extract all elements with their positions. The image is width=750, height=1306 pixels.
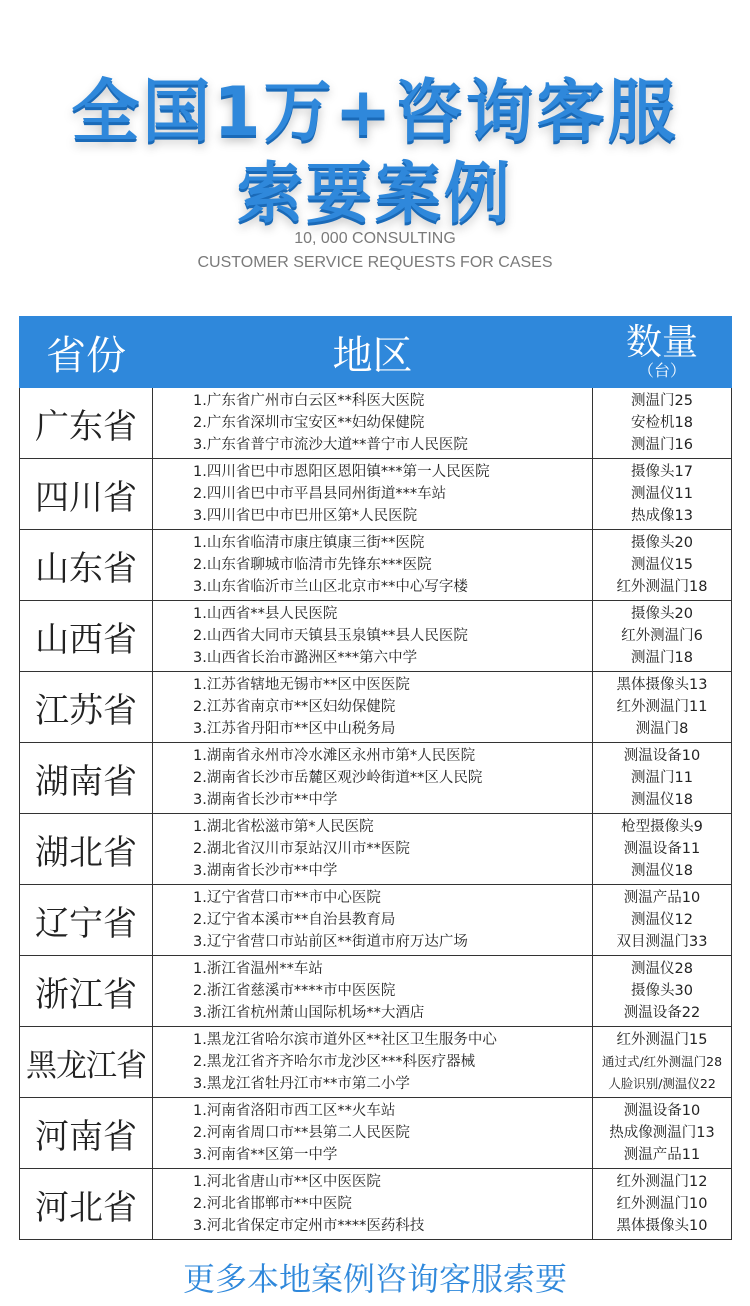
region-cell	[153, 601, 593, 672]
case-entry: 1.山西省**县人民医院	[193, 606, 338, 622]
quantity-cell	[593, 1169, 732, 1240]
cases-table	[19, 316, 732, 1240]
province-cell: 辽宁省	[20, 885, 153, 956]
case-entry: 3.黑龙江省牡丹江市**市第二小学	[193, 1076, 410, 1092]
quantity-entry: 人脸识别/测温仪22	[608, 1076, 716, 1091]
case-entry: 1.湖南省永州市冷水滩区永州市第*人民医院	[193, 748, 476, 764]
quantity-cell	[593, 459, 732, 530]
table-row	[20, 388, 732, 459]
region-cell	[153, 1098, 593, 1169]
case-entry: 1.河北省唐山市**区中医医院	[193, 1174, 381, 1190]
case-entry: 2.湖南省长沙市岳麓区观沙岭街道**区人民院	[193, 770, 483, 786]
quantity-entry: 热成像测温门13	[609, 1125, 715, 1141]
page-title-line2: 索要案例	[237, 155, 513, 232]
case-entry: 1.山东省临清市康庄镇康三街**医院	[193, 535, 425, 551]
region-cell	[153, 530, 593, 601]
case-entry: 2.浙江省慈溪市****市中医医院	[193, 983, 396, 999]
case-entry: 3.山东省临沂市兰山区北京市**中心写字楼	[193, 579, 468, 595]
case-entry: 2.山东省聊城市临清市先锋东***医院	[193, 557, 432, 573]
region-cell	[153, 672, 593, 743]
quantity-entry: 红外测温门11	[616, 699, 708, 715]
province-cell: 湖南省	[20, 743, 153, 814]
case-entry: 2.河北省邯郸市**中医院	[193, 1196, 352, 1212]
quantity-entry: 测温仪18	[631, 792, 693, 808]
province-cell: 江苏省	[20, 672, 153, 743]
case-entry: 1.广东省广州市白云区**科医大医院	[193, 393, 425, 409]
table-row	[20, 743, 732, 814]
quantity-entry: 测温设备10	[623, 1103, 701, 1119]
province-cell: 广东省	[20, 388, 153, 459]
region-cell	[153, 1027, 593, 1098]
header-region: 地区	[153, 317, 593, 388]
quantity-entry: 测温设备22	[623, 1005, 701, 1021]
case-entry: 3.河南省**区第一中学	[193, 1147, 338, 1163]
province-cell: 湖北省	[20, 814, 153, 885]
quantity-cell	[593, 814, 732, 885]
case-entry: 2.河南省周口市**县第二人民医院	[193, 1125, 410, 1141]
case-entry: 3.湖南省长沙市**中学	[193, 863, 338, 879]
header-quantity-unit: （台）	[637, 361, 686, 380]
table-row	[20, 530, 732, 601]
province-cell: 河北省	[20, 1169, 153, 1240]
table-row	[20, 459, 732, 530]
quantity-cell	[593, 601, 732, 672]
quantity-entry: 通过式/红外测温门28	[601, 1054, 723, 1069]
quantity-entry: 测温门8	[635, 721, 689, 737]
case-entry: 2.江苏省南京市**区妇幼保健院	[193, 699, 396, 715]
table-row	[20, 1169, 732, 1240]
region-cell	[153, 1169, 593, 1240]
quantity-cell	[593, 530, 732, 601]
case-entry: 3.江苏省丹阳市**区中山税务局	[193, 721, 396, 737]
quantity-entry: 测温门18	[631, 650, 693, 666]
quantity-cell	[593, 672, 732, 743]
footer-cta-text: 更多本地案例咨询客服索要	[182, 1260, 567, 1298]
quantity-cell	[593, 885, 732, 956]
quantity-entry: 枪型摄像头9	[621, 819, 703, 835]
quantity-cell	[593, 1098, 732, 1169]
quantity-entry: 测温门11	[631, 770, 693, 786]
region-cell	[153, 885, 593, 956]
case-entry: 1.江苏省辖地无锡市**区中医医院	[193, 677, 410, 693]
quantity-entry: 红外测温门10	[616, 1196, 708, 1212]
case-entry: 1.湖北省松滋市第*人民医院	[193, 819, 374, 835]
case-entry: 1.辽宁省营口市**市中心医院	[193, 890, 381, 906]
quantity-entry: 测温门25	[631, 393, 693, 409]
quantity-entry: 黑体摄像头13	[616, 677, 708, 693]
quantity-entry: 测温门16	[631, 437, 693, 453]
header-quantity-label: 数量	[625, 322, 698, 363]
quantity-entry: 测温仪18	[631, 863, 693, 879]
subtitle-line2: CUSTOMER SERVICE REQUESTS FOR CASES	[197, 254, 553, 271]
case-entry: 1.四川省巴中市恩阳区恩阳镇***第一人民医院	[193, 464, 490, 480]
region-cell	[153, 956, 593, 1027]
region-cell	[153, 459, 593, 530]
case-entry: 2.辽宁省本溪市**自治县教育局	[193, 912, 396, 928]
quantity-entry: 安检机18	[631, 415, 693, 431]
quantity-cell	[593, 388, 732, 459]
quantity-entry: 测温设备10	[623, 748, 701, 764]
quantity-cell	[593, 956, 732, 1027]
header-quantity	[593, 317, 732, 388]
table-row	[20, 672, 732, 743]
case-entry: 1.黑龙江省哈尔滨市道外区**社区卫生服务中心	[193, 1032, 497, 1048]
quantity-entry: 热成像13	[631, 508, 693, 524]
quantity-entry: 测温仪12	[631, 912, 693, 928]
quantity-cell	[593, 743, 732, 814]
quantity-entry: 摄像头30	[631, 983, 693, 999]
table-row	[20, 956, 732, 1027]
table-header-row	[20, 317, 732, 388]
quantity-entry: 测温产品10	[623, 890, 701, 906]
case-entry: 3.浙江省杭州萧山国际机场**大酒店	[193, 1005, 425, 1021]
quantity-entry: 双目测温门33	[616, 934, 708, 950]
quantity-entry: 黑体摄像头10	[616, 1218, 708, 1234]
case-entry: 3.湖南省长沙市**中学	[193, 792, 338, 808]
region-cell	[153, 388, 593, 459]
header-province: 省份	[20, 317, 153, 388]
table-row	[20, 601, 732, 672]
table-row	[20, 1027, 732, 1098]
page-title-line1: 全国1万+咨询客服	[71, 73, 679, 152]
case-entry: 3.广东省普宁市流沙大道**普宁市人民医院	[193, 437, 468, 453]
province-cell: 山东省	[20, 530, 153, 601]
province-cell: 河南省	[20, 1098, 153, 1169]
quantity-entry: 红外测温门15	[616, 1032, 708, 1048]
table-row	[20, 814, 732, 885]
province-cell: 黑龙江省	[20, 1027, 153, 1098]
quantity-entry: 红外测温门12	[616, 1174, 708, 1190]
table-row	[20, 1098, 732, 1169]
case-entry: 1.浙江省温州**车站	[193, 961, 323, 977]
quantity-entry: 红外测温门18	[616, 579, 708, 595]
region-cell	[153, 743, 593, 814]
quantity-entry: 摄像头20	[631, 535, 693, 551]
province-cell: 四川省	[20, 459, 153, 530]
case-entry: 2.四川省巴中市平昌县同州街道***车站	[193, 486, 447, 502]
case-entry: 2.广东省深圳市宝安区**妇幼保健院	[193, 415, 425, 431]
region-cell	[153, 814, 593, 885]
quantity-entry: 摄像头17	[631, 464, 693, 480]
province-cell: 浙江省	[20, 956, 153, 1027]
province-cell: 山西省	[20, 601, 153, 672]
quantity-entry: 测温仪15	[631, 557, 693, 573]
quantity-entry: 测温产品11	[623, 1147, 701, 1163]
quantity-entry: 红外测温门6	[621, 628, 703, 644]
quantity-entry: 测温仪28	[631, 961, 693, 977]
case-entry: 3.河北省保定市定州市****医药科技	[193, 1218, 425, 1234]
quantity-cell	[593, 1027, 732, 1098]
case-entry: 2.山西省大同市天镇县玉泉镇**县人民医院	[193, 628, 468, 644]
quantity-entry: 摄像头20	[631, 606, 693, 622]
subtitle-line1: 10, 000 CONSULTING	[294, 230, 456, 247]
case-entry: 3.山西省长治市潞洲区***第六中学	[193, 650, 418, 666]
case-entry: 3.四川省巴中市巴卅区第*人民医院	[193, 508, 418, 524]
quantity-entry: 测温设备11	[623, 841, 701, 857]
case-entry: 2.湖北省汉川市泵站汉川市**医院	[193, 841, 410, 857]
case-entry: 1.河南省洛阳市西工区**火车站	[193, 1103, 396, 1119]
table-row	[20, 885, 732, 956]
case-entry: 3.辽宁省营口市站前区**街道市府万达广场	[193, 934, 468, 950]
quantity-entry: 测温仪11	[631, 486, 693, 502]
case-entry: 2.黑龙江省齐齐哈尔市龙沙区***科医疗器械	[193, 1054, 476, 1070]
